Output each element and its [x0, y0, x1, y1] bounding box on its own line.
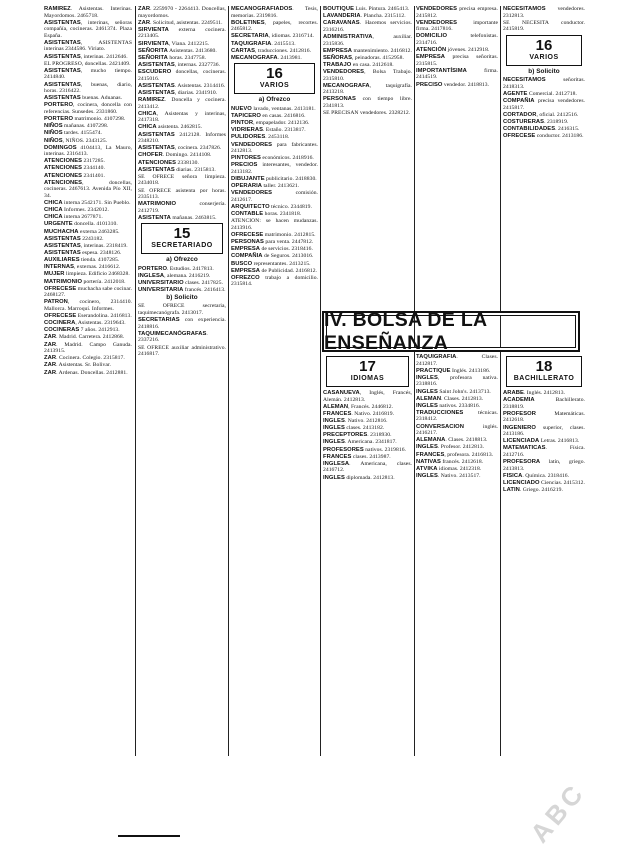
classified-ad: ASISTENTAS, cocinera. 2347826.: [138, 145, 222, 152]
classified-ad: SE OFRECE asistenta por horas. 2335113.: [138, 187, 226, 201]
classified-ad: ATENCIONES 2341401.: [44, 172, 105, 179]
section-title: VARIOS: [259, 82, 290, 90]
classified-column-6-bottom: [503, 354, 585, 756]
classified-ad: TRADUCCIONES técnicas. 2318412.: [416, 409, 498, 423]
classified-ad: ASISTENTAS, interinas. 2412646.: [44, 53, 128, 60]
classified-ad: ATENCION: se hacen mudanzas. 2413916.: [231, 218, 318, 231]
classified-ad: CORTADOR, oficial. 2412516.: [503, 111, 579, 118]
classified-ad: CARAVANAS. Hacemos servicios. 2316216.: [323, 20, 412, 33]
classified-ad: INGLES. Profesor. 2412813.: [416, 444, 485, 451]
classified-ad: VENDEDORES para fabricantes. 2412813.: [231, 141, 318, 155]
classified-ad: ALEMANA. Clases. 2418813.: [416, 437, 488, 444]
classified-ad: OFREZCO trabajo a domicilio. 2315814.: [231, 274, 318, 288]
classified-ad: SE OFRECE auxiliar administrativo. 2416817.: [138, 344, 226, 358]
classified-ad: ASISTENTAS, internas. 2327736.: [138, 61, 221, 68]
classified-ad: ALEMAN, Francés. 2446812.: [323, 403, 394, 410]
classified-ad: SEÑORITA horas. 2347758.: [138, 54, 207, 61]
classified-ad: PRECISO vendedor. 2418813.: [416, 81, 490, 88]
column-rule: [228, 6, 229, 756]
classified-ad: VENDEDORES comisión. 2412617.: [231, 190, 318, 203]
classified-ad: ATVIKA idiomas. 2412318.: [416, 465, 482, 472]
classified-ad: DIBUJANTE publicitario. 2418830.: [231, 176, 317, 183]
classified-ad: ASISTENTAS 2412128. Informes 2348210.: [138, 131, 226, 145]
classified-ad: INGLES. Nativo. 2413517.: [416, 473, 481, 480]
classified-ad: PRECEPTORES. 2318930.: [323, 432, 392, 439]
classified-ad: PINTORES económicos. 2418916.: [231, 155, 314, 162]
classified-ad: ASISTENTAS. Asistentas. 2314416.: [138, 82, 226, 89]
classified-ad: ACADEMIA Bachillerato. 2318819.: [503, 397, 585, 410]
classified-ad: PULIDORES. 2453118.: [231, 134, 290, 141]
classified-ad: ASISTENTAS, mucho tiempo. 2414840.: [44, 67, 132, 81]
classified-ad: PORTERO. Estudios. 2417813.: [138, 265, 214, 272]
classified-ad: INTERNAS, externas. 2416612.: [44, 264, 121, 271]
classified-ad: SIRVIENTA externa cocinera. 2213405.: [138, 26, 226, 40]
classified-ad: CHICA asistenta. 2462815.: [138, 124, 203, 131]
classified-ad: ZAR. Asistentas. Sr. Bolivar.: [44, 362, 111, 369]
classified-ad: ADMINISTRATIVA, auxiliar. 2315836.: [323, 33, 412, 47]
classified-ad: OFRECESE matrimonio. 2412815.: [231, 232, 316, 239]
classified-ad: PATRON, cocinero, 2314410. Mallorca. Marroquí. Informes.: [44, 299, 132, 312]
classified-ad: UNIVERSITARIA francés. 2416413.: [138, 287, 226, 294]
classified-ad: FRANCES, profesora. 2416813.: [416, 451, 494, 458]
classified-ad: ASISTENTAS diarias. 2315813.: [138, 166, 216, 173]
classified-ad: VENDEDORES, Bolsa Trabajo. 2315810.: [323, 69, 412, 82]
section-title: VARIOS: [529, 53, 559, 61]
classified-ad: TAQUIMECANÓGRAFAS. 2337216.: [138, 330, 208, 344]
classified-ad: NECESITAMOS vendedores. 2312813.: [503, 6, 585, 19]
banner-title: IV. BOLSA DE LA ENSEÑANZA: [324, 308, 487, 354]
classified-ad: CHOFER. Domingo. 2414108.: [138, 152, 212, 159]
classified-ad: OPERARIA taller. 2413621.: [231, 183, 300, 190]
classified-ad: ASISTENTA mañanas. 2463815.: [138, 214, 217, 221]
section-header-idiomas: [326, 356, 409, 387]
classified-ad: AUXILIARES tienda. 4107285.: [44, 257, 120, 264]
classified-ad: INGLES. Americana. 2341817.: [323, 439, 397, 446]
classified-ad: ASISTENTAS, buenas, diario, horas. 2316422.: [44, 81, 132, 95]
classified-ad: DOMICILIO telefonistas. 2314716.: [416, 33, 498, 46]
classified-ad: ATENCIÓN jóvenes. 2412918.: [416, 47, 490, 54]
classified-ad: MUJER limpieza. Edificio 2468328.: [44, 271, 130, 278]
subheading-ofrezco: a) Ofrezco: [166, 256, 198, 264]
classified-ad: COMPAÑIA de Seguros. 2413016.: [231, 253, 314, 260]
classified-ad: SECRETARIA, idiomas. 2316714.: [231, 33, 314, 40]
classified-ad: TAPICERO en casas. 2416816.: [231, 113, 306, 120]
classified-ad: MUCHACHA externa 2463285.: [44, 228, 120, 235]
classified-ad: ZAR. Ardenas. Doncellas. 2412881.: [44, 369, 128, 376]
classified-ad: CHICA interna 2542171. Sin Pueblo.: [44, 200, 131, 206]
classified-ad: ASISTENTAS espesa. 2348126.: [44, 249, 122, 256]
classified-column-6-top: [503, 6, 585, 306]
classified-ad: PRECIOS interesantes, vendedor. 2413182.: [231, 162, 318, 175]
classified-ad: FISICA. Química. 2318416.: [503, 472, 570, 479]
classified-ad: NIÑOS mañanas. 4107298.: [44, 123, 109, 130]
classified-ad: DOMINGOS 4104413, La Mauro, interinas. 2316413.: [44, 144, 132, 158]
classified-ad: IMPORTANTÍSIMA firma. 2414519.: [416, 67, 498, 81]
classified-ad: OFRECESE muchacha sabe cocinar. 2468127.: [44, 285, 132, 299]
classified-ad: EMPRESA precisa señoritas. 2315815.: [416, 54, 498, 67]
classified-ad: CONTABILIDADES. 2416315.: [503, 126, 580, 133]
classified-ad: ASISTENTAS, diarias. 2341910.: [138, 89, 218, 96]
classified-ad: CHICA interna 2677871.: [44, 214, 103, 221]
classified-ad: ASISTENTAS buenas. Aduanas.: [44, 95, 123, 102]
classified-ad: PORTERO, cocinera, doncella con referencias. Sunsedes. 2331860.: [44, 102, 132, 115]
classified-ad: SE NECESITA conductor. 2415819.: [503, 19, 585, 33]
classified-ad: PERSONAS con tiempo libre. 2341813.: [323, 96, 412, 109]
classified-ad: PERSONAS para venta. 2447812.: [231, 239, 314, 246]
classified-column-3: [231, 6, 318, 758]
classified-ad: SECRETARIAS con experiencia. 2418816.: [138, 317, 226, 330]
classified-ad: LATIN. Griego. 2416219.: [503, 487, 563, 493]
classified-ad: TAQUIGRAFIA. 2415513.: [231, 40, 296, 47]
classified-ad: CHICA Informes. 2342012.: [44, 207, 109, 214]
classified-column-5-bottom: [416, 354, 498, 756]
column-rule: [414, 6, 415, 756]
classified-ad: VIDRIERAS. Estaño. 2313817.: [231, 127, 306, 134]
section-number: 15: [173, 225, 191, 243]
subheading-ofrezco: a) Ofrezco: [258, 96, 291, 104]
classified-column-1: [44, 6, 132, 758]
classified-column-5-top: [416, 6, 498, 306]
column-rule: [500, 6, 501, 756]
classified-ad: INGENIERO superior, clases. 2413186.: [503, 424, 585, 438]
classified-ad: SIRVIENTA, Viana. 2412215.: [138, 40, 210, 47]
section-title: IDIOMAS: [350, 375, 385, 382]
classified-ad: EMPRESA de Publicidad. 2416812.: [231, 267, 318, 274]
classified-ad: NIÑOS, NIÑOS. 2343125.: [44, 137, 108, 144]
classified-ad: ASISTENTAS, ASISTENTAS interinas 2344586. Viriato.: [44, 39, 132, 53]
classified-column-4-bottom: [323, 354, 412, 756]
classified-ad: SEÑORITA Asistentas. 2413680.: [138, 47, 217, 54]
section-title: SECRETARIADO: [151, 242, 213, 250]
classified-ad: MATRIMONIO conserjería. 2412719.: [138, 201, 226, 214]
classified-ad: UNIVERSITARIO clases. 2417825.: [138, 280, 224, 287]
classified-ad: SE OFRECE secretaria, taquimecanógrafa. 2413017.: [138, 303, 226, 317]
classified-ad: EMPRESA de servicios. 2318416.: [231, 246, 313, 253]
classified-ad: ZAR. Madrid. Carretera. 2412868.: [44, 334, 125, 341]
column-rule: [135, 6, 136, 756]
classified-ad: ZAR. Solicitud, asistentas. 2249511.: [138, 19, 223, 26]
classified-ad: OFRECESE conductor. 2413186.: [503, 133, 584, 140]
classified-ad: CHICA, Asistentas y interinas, 2417318.: [138, 110, 226, 124]
classified-ad: RAMIREZ. Doncella y cocinera. 2413412.: [138, 97, 226, 110]
column-rule: [320, 6, 321, 756]
classified-ad: EL PROGRESO, doncellas. 2421409.: [44, 60, 131, 67]
classified-ad: NIÑOS tardes. 4155474.: [44, 130, 102, 137]
classified-ad: SE PRECISAN vendedores. 2328212.: [323, 110, 411, 117]
classified-ad: ZAR. Madrid. Campo Ganuda. 2413915.: [44, 341, 132, 355]
classified-ad: INGLES, profesora nativa. 2318816.: [416, 374, 498, 388]
classified-ad: INGLES. Nativo. 2412816.: [323, 417, 388, 424]
classified-column-2: [138, 6, 226, 758]
classified-ad: BUSCO representantes. 2413215.: [231, 260, 311, 267]
classified-ad: ARABE. Inglés. 2412813.: [503, 390, 566, 396]
classified-ad: INGLESA. Americana, clases. 2416712.: [323, 460, 412, 474]
classified-ad: BOLETINES, papeles, recortes. 2465812.: [231, 19, 318, 33]
classified-ad: MECANOGRAFA, taquigrafía. 2413218.: [323, 82, 412, 96]
classified-ad: CONVERSACION inglés. 2416217.: [416, 423, 498, 437]
classified-ad: LICENCIADO Ciencias. 2415312.: [503, 479, 585, 486]
classified-ad: LICENCIADA Letras. 2416813.: [503, 438, 580, 445]
classified-ad: NECESITAMOS señoritas. 2418313.: [503, 77, 585, 90]
classified-ad: EMPRESA mantenimiento. 2416812.: [323, 47, 412, 54]
classified-ad: VENDEDORES importante firma. 2417816.: [416, 19, 498, 33]
classified-ad: COCINERA, Asistentas. 2319643.: [44, 320, 126, 327]
footer-rule: [118, 835, 180, 837]
classified-ad: SEÑORAS, peinadoras. 4152958.: [323, 54, 404, 61]
classified-ad: MECANOGRAFA. 2413981.: [231, 54, 302, 61]
section-title: BACHILLERATO: [513, 375, 575, 382]
classified-ad: ZAR. Cocinera. Colegio. 2315817.: [44, 355, 125, 362]
section-header-secretariado: [141, 223, 223, 254]
classified-ad: URGENTE doncella. 4101310.: [44, 221, 118, 228]
classified-ad: RAMIREZ. Asistentas. Interinas. Mayordomos. 2465718.: [44, 6, 132, 19]
classified-ad: ASISTENTAS, interinas, señoras compañía, cocineras. 2461374. Plaza España.: [44, 19, 132, 39]
classified-ad: MECANOGRAFIADOS. Tesis, memorias. 2319816.: [231, 6, 318, 19]
classified-ad: AGENTE Comercial. 2412718.: [503, 91, 577, 98]
classified-ad: PROFESORA latín, griego. 2413813.: [503, 459, 585, 472]
classified-ad: INGLES clases. 2413182.: [323, 425, 385, 432]
classified-ad: NUEVO lavado, ventanas. 2413181.: [231, 105, 316, 112]
classified-ad: ATENCIONES, doncellas, cocineras. 2467613. Avenida Pío XII, 34.: [44, 179, 132, 199]
classified-ad: ARQUITECTO técnico. 2344819.: [231, 204, 312, 211]
classified-ad: NATIVAS francés. 2412618.: [416, 458, 484, 465]
classified-ad: ASISTENTAS 2243182.: [44, 235, 104, 242]
classified-ad: ESCUDERO doncellas, cocineras. 2415016.: [138, 69, 226, 82]
classified-ad: ASISTENTAS, interinas. 2318419.: [44, 242, 128, 249]
classified-ad: PORTERO matrimonio. 4107298.: [44, 116, 126, 123]
classified-ad: COCINERAS 7 años. 2412913.: [44, 327, 120, 334]
section-number: 18: [535, 358, 553, 375]
section-banner: [322, 308, 580, 354]
section-number: 16: [266, 65, 283, 83]
classified-ad: CONTABLE horas. 2341818.: [231, 211, 302, 218]
classified-ad: ATENCIONES 2317285.: [44, 158, 105, 165]
classified-ad: ATENCIONES 2338130.: [138, 159, 199, 166]
section-header-varios: [506, 35, 582, 66]
classified-ad: ALEMAN. Clases. 2412813.: [416, 395, 484, 402]
classified-ad: ATENCIONES 2344140.: [44, 165, 105, 172]
classified-ad: CARTAS, traducciones. 2412816.: [231, 47, 312, 54]
classified-ad: PROFESOR Matemáticas. 2412618.: [503, 410, 585, 424]
classified-ad: INGLES diplomada. 2412813.: [323, 474, 395, 481]
section-number: 16: [535, 36, 553, 54]
classified-ad: INGLES nativos. 2334816.: [416, 402, 481, 409]
classified-ad: INGLES Saint John's. 2413713.: [416, 388, 491, 395]
classified-ad: BOUTIQUE Luis. Pintura. 2465413.: [323, 6, 410, 12]
section-header-varios: [234, 63, 315, 94]
classified-ad: FRANCES clases. 2413987.: [323, 453, 391, 460]
classified-ad: PINTOR, empapelador. 2412136.: [231, 120, 310, 127]
section-header-bachillerato: [506, 356, 582, 387]
classified-ad: TRABAJO en casa. 2412618.: [323, 61, 394, 68]
classified-ad: ZAR. 2259970 - 2264413. Doncellas, mayordomos.: [138, 6, 226, 19]
classified-ad: FRANCES. Nativo. 2416819.: [323, 410, 395, 417]
classified-ad: PROFESORES nativos. 2319816.: [323, 446, 406, 453]
classified-ad: OFRECESE Eserandolina. 2416813.: [44, 313, 132, 320]
watermark-logo: ABC: [524, 776, 592, 849]
subheading-solicito: b) Solicito: [166, 293, 198, 301]
classified-ad: CASANUEVA, Inglés, Francés, Alemán. 2412813.: [323, 390, 412, 403]
subheading-solicito: b) Solicito: [528, 67, 560, 75]
classified-ad: VENDEDORES precisa empresa. 2415812.: [416, 6, 498, 19]
classified-ad: PRACTIQUE Inglés. 2413186.: [416, 367, 491, 374]
classified-ad: COMPAÑIA precisa vendedores. 2415817.: [503, 98, 585, 111]
classified-ad: INGLESA, alemana. 2416219.: [138, 273, 211, 280]
section-number: 17: [359, 358, 376, 375]
classified-ad: MATEMATICAS. Física. 2412716.: [503, 445, 585, 458]
classified-ad: COSTURERAS. 2318919.: [503, 118, 569, 125]
classified-ad: TAQUIGRAFIA. Clases. 2412817.: [416, 354, 498, 367]
classified-ad: LAVANDERIA. Plancha. 2315112.: [323, 13, 406, 20]
classified-ad: MATRIMONIO portería. 2412018.: [44, 278, 126, 285]
classified-column-4-top: [323, 6, 412, 306]
classified-ad: SE OFRECE señora limpieza. 2434018.: [138, 173, 226, 187]
